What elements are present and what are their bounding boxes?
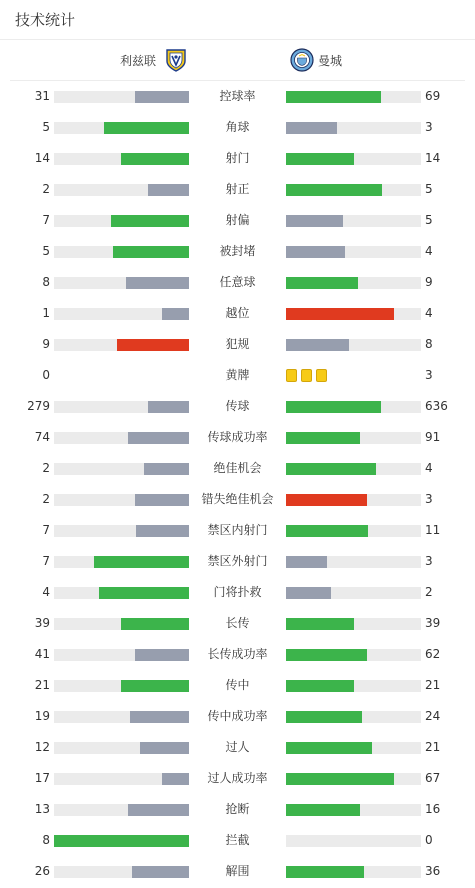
away-bar-track <box>286 494 421 506</box>
away-value: 67 <box>425 771 441 785</box>
home-bar-track <box>54 277 189 289</box>
home-bar-track <box>54 401 189 413</box>
away-bar-track <box>286 587 421 599</box>
yellow-card-icon <box>286 369 297 382</box>
away-bar-track <box>286 91 421 103</box>
home-value: 19 <box>34 709 50 723</box>
stat-label: 传球成功率 <box>207 430 268 444</box>
stat-row <box>0 484 475 515</box>
home-bar-track <box>54 432 189 444</box>
away-bar-track <box>286 711 421 723</box>
away-bar-track <box>286 246 421 258</box>
stat-label: 拦截 <box>225 833 250 847</box>
home-value: 0 <box>42 368 50 382</box>
stat-label: 过人 <box>225 740 250 754</box>
stat-row <box>0 298 475 329</box>
stat-row <box>0 453 475 484</box>
stat-label: 任意球 <box>219 275 256 289</box>
away-value: 69 <box>425 89 441 103</box>
away-value: 0 <box>425 833 433 847</box>
home-bar-fill <box>135 494 189 506</box>
stat-label: 黄牌 <box>225 368 250 382</box>
away-bar-track <box>286 866 421 878</box>
home-bar-track <box>54 91 189 103</box>
away-value: 3 <box>425 368 433 382</box>
home-bar-fill <box>148 184 189 196</box>
away-value: 62 <box>425 647 441 661</box>
home-bar-track <box>54 184 189 196</box>
stat-label: 抢断 <box>225 802 250 816</box>
home-bar-fill <box>117 339 189 351</box>
stat-label: 传中成功率 <box>207 709 268 723</box>
stat-row <box>0 267 475 298</box>
away-team-name: 曼城 <box>318 53 343 68</box>
teams-header <box>10 40 465 81</box>
away-bar-fill <box>286 804 360 816</box>
home-bar-track <box>54 742 189 754</box>
home-bar-track <box>54 556 189 568</box>
away-bar-fill <box>286 463 376 475</box>
home-bar-fill <box>135 649 189 661</box>
away-bar-track <box>286 804 421 816</box>
stat-row <box>0 174 475 205</box>
home-value: 9 <box>42 337 50 351</box>
home-value: 1 <box>42 306 50 320</box>
away-value: 4 <box>425 244 433 258</box>
home-bar-fill <box>144 463 189 475</box>
home-bar-track <box>54 866 189 878</box>
away-bar-fill <box>286 432 360 444</box>
home-bar-fill <box>162 308 189 320</box>
stat-label: 错失绝佳机会 <box>201 492 274 506</box>
home-value: 7 <box>42 554 50 568</box>
away-bar-fill <box>286 91 381 103</box>
stat-row <box>0 763 475 794</box>
away-bar-fill <box>286 742 372 754</box>
home-value: 5 <box>42 244 50 258</box>
home-bar-track <box>54 215 189 227</box>
home-value: 31 <box>34 89 50 103</box>
away-value: 3 <box>425 492 433 506</box>
stat-row <box>0 515 475 546</box>
stat-row <box>0 577 475 608</box>
home-bar-track <box>54 649 189 661</box>
home-bar-track <box>54 246 189 258</box>
away-bar-fill <box>286 680 354 692</box>
away-bar-track <box>286 277 421 289</box>
home-bar-track <box>54 835 189 847</box>
section-header <box>0 0 475 40</box>
home-bar-fill <box>111 215 189 227</box>
stat-label: 犯规 <box>225 337 250 351</box>
home-bar-fill <box>130 711 189 723</box>
home-bar-fill <box>128 432 189 444</box>
stat-row <box>0 546 475 577</box>
away-bar-track <box>286 773 421 785</box>
home-bar-track <box>54 494 189 506</box>
away-value: 21 <box>425 678 441 692</box>
away-value: 636 <box>425 399 448 413</box>
home-bar-fill <box>136 525 189 537</box>
stat-row <box>0 608 475 639</box>
stat-label: 过人成功率 <box>207 771 268 785</box>
stat-row <box>0 112 475 143</box>
home-value: 14 <box>34 151 50 165</box>
away-value: 9 <box>425 275 433 289</box>
home-bar-fill <box>104 122 189 134</box>
away-bar-track <box>286 122 421 134</box>
home-bar-fill <box>135 91 189 103</box>
away-bar-track <box>286 618 421 630</box>
stat-row <box>0 236 475 267</box>
away-bar-track <box>286 401 421 413</box>
home-value: 26 <box>34 864 50 878</box>
home-value: 41 <box>34 647 50 661</box>
home-bar-track <box>54 122 189 134</box>
stat-row <box>0 670 475 701</box>
away-bar-fill <box>286 525 368 537</box>
stat-label: 传球 <box>225 399 250 413</box>
away-bar-fill <box>286 866 364 878</box>
stat-row <box>0 639 475 670</box>
home-bar-track <box>54 804 189 816</box>
home-bar-track <box>54 153 189 165</box>
away-value: 5 <box>425 182 433 196</box>
away-value: 8 <box>425 337 433 351</box>
home-bar-fill <box>121 618 189 630</box>
stat-label: 禁区内射门 <box>207 523 268 537</box>
home-bar-track <box>54 618 189 630</box>
home-value: 7 <box>42 523 50 537</box>
yellow-cards <box>286 369 327 382</box>
stat-label: 角球 <box>225 120 250 134</box>
stat-label: 射正 <box>225 182 250 196</box>
home-value: 21 <box>34 678 50 692</box>
stat-label: 绝佳机会 <box>213 461 262 475</box>
away-value: 3 <box>425 120 433 134</box>
home-bar-fill <box>148 401 189 413</box>
home-value: 2 <box>42 492 50 506</box>
away-value: 11 <box>425 523 441 537</box>
away-bar-track <box>286 649 421 661</box>
home-value: 2 <box>42 461 50 475</box>
stat-label: 射偏 <box>225 213 250 227</box>
away-bar-track <box>286 153 421 165</box>
home-bar-track <box>54 308 189 320</box>
away-bar-fill <box>286 711 362 723</box>
away-bar-fill <box>286 649 367 661</box>
home-value: 8 <box>42 833 50 847</box>
away-bar-fill <box>286 773 394 785</box>
home-bar-fill <box>140 742 189 754</box>
home-bar-track <box>54 525 189 537</box>
home-team[interactable] <box>120 48 188 72</box>
away-bar-fill <box>286 587 331 599</box>
stat-row <box>0 81 475 112</box>
home-value: 4 <box>42 585 50 599</box>
away-bar-fill <box>286 494 367 506</box>
stat-row <box>0 422 475 453</box>
away-value: 4 <box>425 461 433 475</box>
stat-label: 解围 <box>225 864 250 878</box>
stat-row <box>0 856 475 887</box>
away-bar-fill <box>286 246 345 258</box>
home-bar-track <box>54 587 189 599</box>
home-bar-track <box>54 680 189 692</box>
away-value: 91 <box>425 430 441 444</box>
stat-row <box>0 732 475 763</box>
home-bar-fill <box>94 556 189 568</box>
away-value: 21 <box>425 740 441 754</box>
away-bar-fill <box>286 556 327 568</box>
stat-label: 禁区外射门 <box>207 554 268 568</box>
stat-label: 长传成功率 <box>207 647 268 661</box>
stat-row <box>0 360 475 391</box>
home-value: 12 <box>34 740 50 754</box>
stat-label: 越位 <box>225 306 250 320</box>
stat-label: 被封堵 <box>219 244 256 258</box>
home-team-name: 利兹联 <box>119 53 156 68</box>
away-bar-track <box>286 339 421 351</box>
home-value: 2 <box>42 182 50 196</box>
away-bar-track <box>286 308 421 320</box>
away-value: 14 <box>425 151 441 165</box>
stat-label: 长传 <box>225 616 250 630</box>
home-bar-track <box>54 339 189 351</box>
away-bar-track <box>286 525 421 537</box>
stat-row <box>0 329 475 360</box>
away-bar-fill <box>286 618 354 630</box>
away-value: 36 <box>425 864 441 878</box>
stat-label: 传中 <box>225 678 250 692</box>
away-bar-fill <box>286 153 354 165</box>
away-bar-track <box>286 215 421 227</box>
stat-label: 射门 <box>225 151 250 165</box>
away-bar-track <box>286 184 421 196</box>
leeds-badge-icon <box>164 48 188 72</box>
away-value: 39 <box>425 616 441 630</box>
stat-row <box>0 391 475 422</box>
home-value: 8 <box>42 275 50 289</box>
home-value: 39 <box>34 616 50 630</box>
section-title: 技术统计 <box>15 11 76 29</box>
away-value: 24 <box>425 709 441 723</box>
stat-row <box>0 825 475 856</box>
stat-label: 门将扑救 <box>213 585 262 599</box>
home-bar-fill <box>54 835 189 847</box>
home-value: 17 <box>34 771 50 785</box>
home-bar-fill <box>113 246 189 258</box>
home-bar-track <box>54 773 189 785</box>
away-value: 5 <box>425 213 433 227</box>
away-bar-fill <box>286 122 337 134</box>
home-bar-fill <box>132 866 189 878</box>
home-bar-fill <box>128 804 189 816</box>
home-value: 5 <box>42 120 50 134</box>
home-value: 279 <box>27 399 50 413</box>
man-city-badge-icon <box>290 48 314 72</box>
away-value: 16 <box>425 802 441 816</box>
away-bar-track <box>286 463 421 475</box>
stat-row <box>0 701 475 732</box>
away-bar-track <box>286 742 421 754</box>
stat-row <box>0 794 475 825</box>
away-value: 2 <box>425 585 433 599</box>
away-bar-track <box>286 556 421 568</box>
home-value: 7 <box>42 213 50 227</box>
away-bar-track <box>286 432 421 444</box>
stat-row <box>0 205 475 236</box>
away-value: 4 <box>425 306 433 320</box>
home-bar-fill <box>121 680 189 692</box>
away-team[interactable] <box>290 48 342 72</box>
away-bar-fill <box>286 215 343 227</box>
away-bar-track <box>286 680 421 692</box>
away-bar-fill <box>286 277 358 289</box>
away-bar-fill <box>286 339 349 351</box>
home-value: 74 <box>34 430 50 444</box>
stat-label: 控球率 <box>219 89 256 103</box>
yellow-card-icon <box>301 369 312 382</box>
away-value: 3 <box>425 554 433 568</box>
home-value: 13 <box>34 802 50 816</box>
stat-row <box>0 143 475 174</box>
home-bar-fill <box>121 153 189 165</box>
home-bar-fill <box>126 277 189 289</box>
home-bar-track <box>54 463 189 475</box>
away-bar-fill <box>286 401 381 413</box>
away-bar-fill <box>286 308 394 320</box>
home-bar-fill <box>99 587 189 599</box>
away-bar-fill <box>286 184 382 196</box>
home-bar-fill <box>162 773 189 785</box>
away-bar-track <box>286 835 421 847</box>
yellow-card-icon <box>316 369 327 382</box>
home-bar-track <box>54 711 189 723</box>
